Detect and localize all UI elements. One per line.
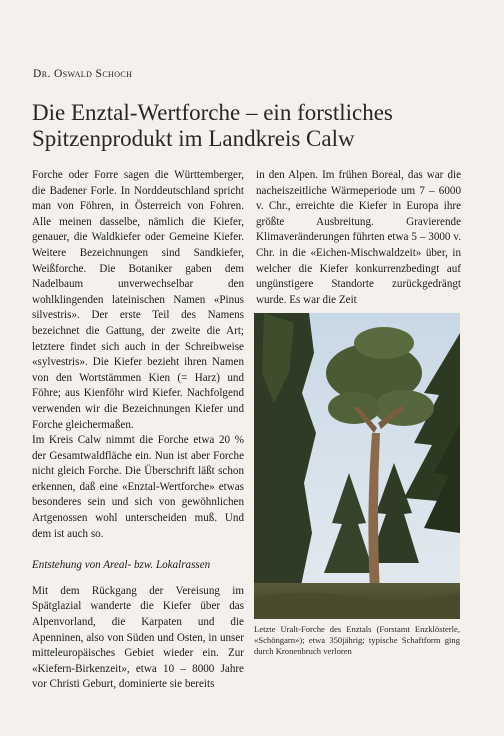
body-paragraph: Forche oder Forre sagen die Württemberger, die Badener Forle. In Norddeutschland spricht man von Föhren, in Österreich von Fohren. Alle meinen dasselbe, nämlich die Kiefer, genauer, die Waldkiefer oder Gemeine Kiefer. Weitere Bezeichnungen sind Sandkiefer, Weißforche. Die Botaniker gaben dem Nadelbaum unverwechselbar den wohlklingenden lateinischen Namen «Pinus silvestris». Der erste Teil des Namens bezeichnet die Gattung, der zweite die Art; letztere findet sich auch in der Schreibweise «sylvestris». Die Kiefer bezieht ihren Namen von den Wortstämmen Kien (= Harz) und Föhre; aus Kienföhr wird Kiefer. Nachfolgend verwenden wir die Bezeichnungen Kiefer und Forche gleichermaßen.	[32, 169, 244, 431]
left-text-column	[32, 168, 244, 693]
title-line-2: Spitzenprodukt im Landkreis Calw	[32, 126, 355, 151]
author-name: Dr. Oswald Schoch	[33, 68, 133, 80]
title-line-1: Die Enztal-Wertforche – ein forstliches	[32, 100, 393, 125]
right-text-column	[256, 168, 461, 308]
body-paragraph: Im Kreis Calw nimmt die Forche etwa 20 % der Gesamtwaldfläche ein. Nun ist aber Forche nicht gleich Forche. Die Überschrift läßt schon erkennen, daß eine «Enztal-Wertforche» etwas besonderes sein und sich von gewöhnlichen Artgenossen wohl unterscheiden muß. Und dem ist auch so.	[32, 434, 244, 540]
body-paragraph: in den Alpen. Im frühen Boreal, das war die nacheiszeitliche Wärmeperiode um 7 – 6000 v. Chr., erreichte die Kiefer in Europa ihre größte Ausbreitung. Gravierende Klimaveränderungen führten etwa 5 – 3000 v. Chr. in die «Eichen-Mischwaldzeit» über, in welcher die Kiefer konkurrenzbedingt auf ungünstigere Standorte zurückgedrängt wurde. Es war die Zeit	[256, 169, 461, 306]
forest-illustration	[254, 313, 460, 619]
photo-caption: Letzte Uralt-Forche des Enztals (Forstamt Enzklösterle, «Schöngarn»); etwa 350jährig; typische Schaftform ging durch Kronenbruch verloren	[254, 624, 460, 656]
pine-tree-photo	[254, 313, 460, 619]
body-paragraph: Mit dem Rückgang der Vereisung im Spätglazial wanderte die Kiefer über das Alpenvorland, die Karpaten und die Apenninen, also von Süden und Osten, in unser mitteleuropäisches Gebiet wieder ein. Zur «Kiefern-Birkenzeit», etwa 10 – 8000 Jahre vor Christi Geburt, dominierte sie bereits	[32, 584, 244, 691]
article-title	[32, 100, 472, 152]
section-subheading: Entstehung von Areal- bzw. Lokalrassen	[32, 559, 211, 572]
